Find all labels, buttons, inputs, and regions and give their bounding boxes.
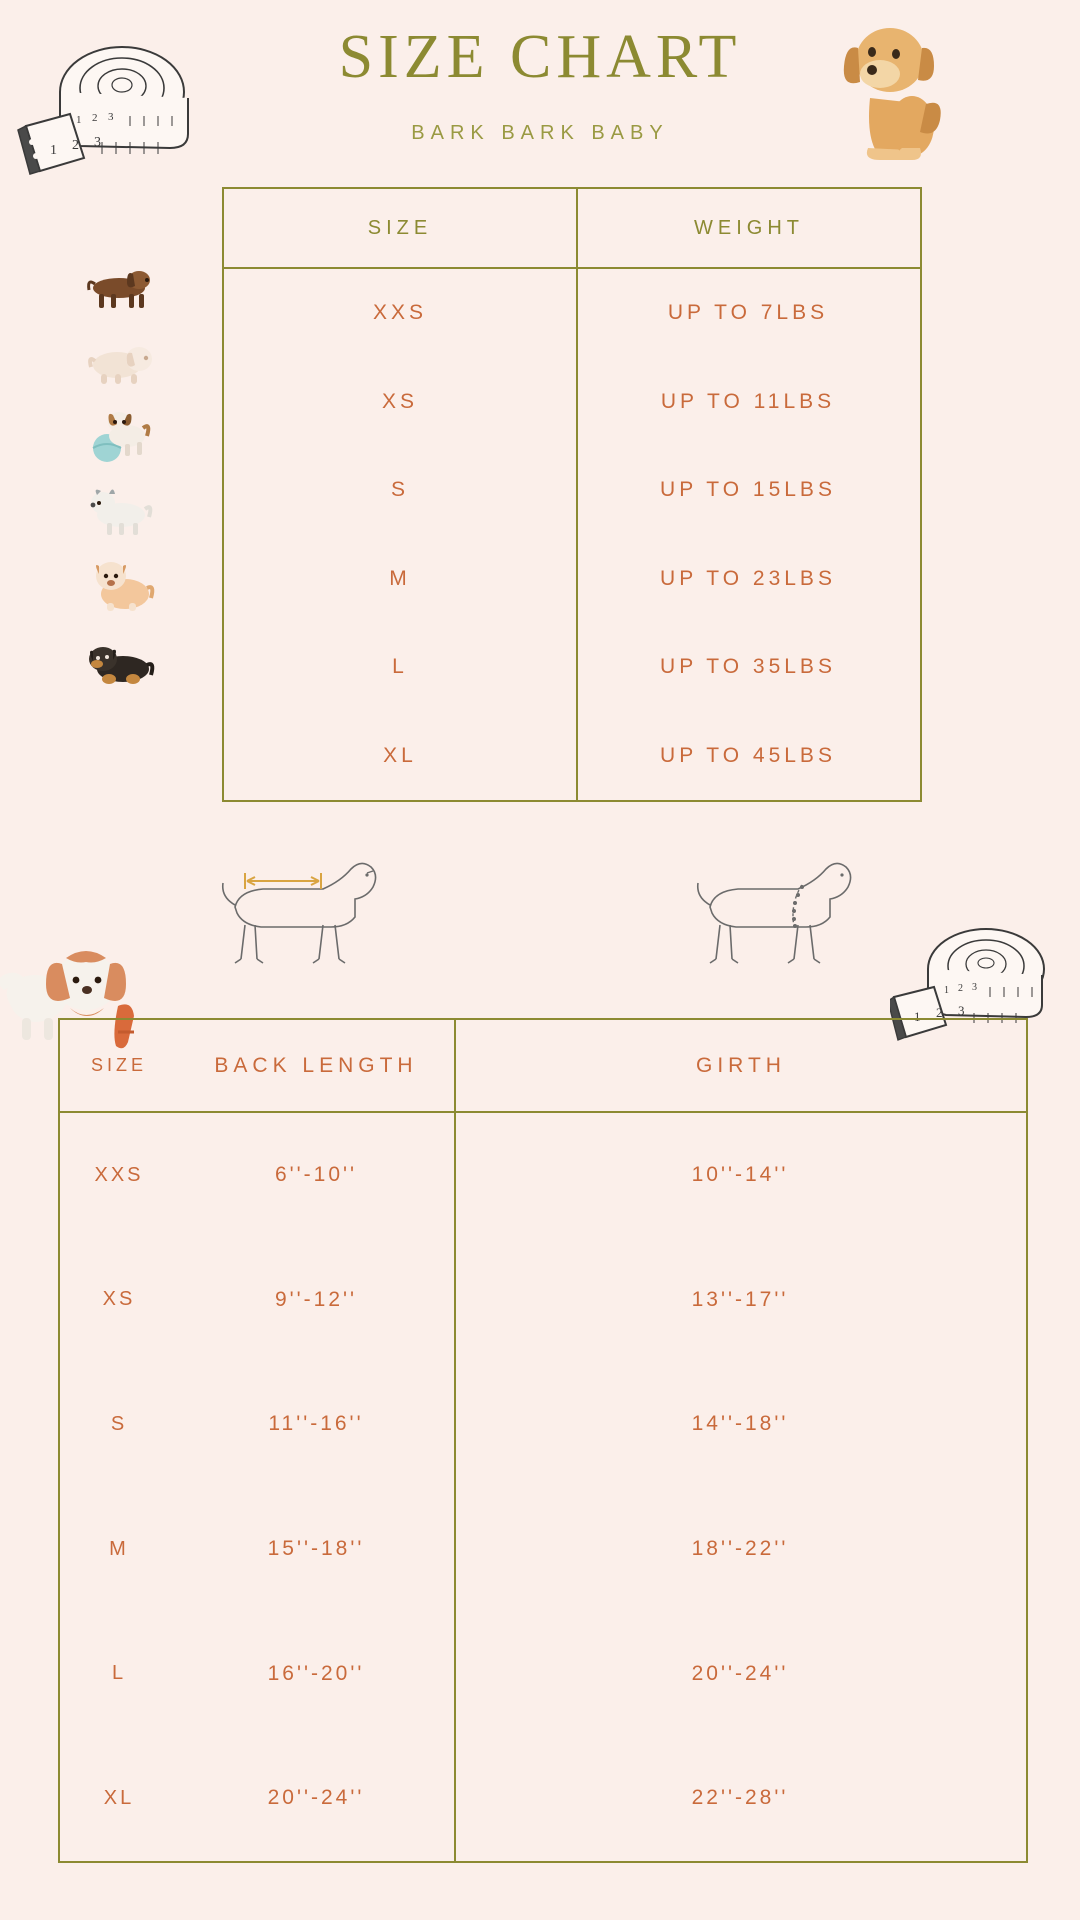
measurement-size-table xyxy=(58,1018,1028,1863)
weight-cell: UP TO 11LBS xyxy=(660,389,836,413)
size-cell: M xyxy=(109,1537,129,1560)
measurement-table-header-row xyxy=(60,1020,1026,1113)
girth-cell: 13''-17'' xyxy=(691,1287,789,1311)
rottweiler-icon xyxy=(85,631,157,689)
girth-cell: 22''-28'' xyxy=(691,1786,789,1810)
size-cell: XL xyxy=(103,1786,135,1809)
table-row xyxy=(60,1113,1026,1238)
jack-russell-with-ball-icon xyxy=(85,406,157,464)
weight-cell: UP TO 45LBS xyxy=(660,743,836,767)
measurement-table-body xyxy=(60,1113,1026,1861)
table-row xyxy=(60,1487,1026,1612)
table-row xyxy=(60,1736,1026,1861)
back-length-cell: 16''-20'' xyxy=(267,1661,365,1685)
svg-text:2: 2 xyxy=(936,1005,943,1020)
svg-text:2: 2 xyxy=(92,112,98,124)
measurement-table-header-girth: GIRTH xyxy=(454,1020,1026,1111)
size-cell: XL xyxy=(383,743,417,767)
girth-cell: 10''-14'' xyxy=(691,1163,789,1187)
measurement-table-column-divider xyxy=(454,1113,456,1861)
svg-text:3: 3 xyxy=(958,1003,965,1018)
weight-table-header-size: SIZE xyxy=(367,216,433,239)
back-length-cell: 6''-10'' xyxy=(274,1163,358,1187)
weight-cell: UP TO 15LBS xyxy=(660,478,836,502)
table-row xyxy=(224,535,920,624)
sitting-puppy-icon xyxy=(808,8,948,168)
svg-text:3: 3 xyxy=(972,982,977,993)
dog-girth-diagram-icon xyxy=(690,855,890,985)
size-cell: S xyxy=(110,1412,128,1435)
table-row xyxy=(60,1238,1026,1363)
table-row xyxy=(224,269,920,358)
dachshund-icon xyxy=(85,256,157,314)
weight-table-header-row xyxy=(224,189,920,269)
table-row xyxy=(224,712,920,801)
bull-terrier-icon xyxy=(85,481,157,539)
size-cell: S xyxy=(390,478,409,502)
measurement-table-header-back-length: BACK LENGTH xyxy=(214,1053,418,1077)
weight-table-body xyxy=(224,269,920,800)
table-row xyxy=(224,358,920,447)
table-row xyxy=(60,1362,1026,1487)
back-length-cell: 11''-16'' xyxy=(268,1412,364,1436)
page-title: SIZE CHART xyxy=(338,23,742,91)
svg-text:1: 1 xyxy=(76,114,82,126)
weight-cell: UP TO 7LBS xyxy=(667,301,829,325)
size-cell: L xyxy=(111,1662,127,1685)
back-length-cell: 20''-24'' xyxy=(267,1786,365,1810)
back-length-cell: 9''-12'' xyxy=(274,1287,358,1311)
svg-text:3: 3 xyxy=(94,135,101,150)
maltese-icon xyxy=(85,331,157,389)
table-row xyxy=(224,446,920,535)
weight-table-header-weight: WEIGHT xyxy=(576,189,920,267)
girth-cell: 18''-22'' xyxy=(691,1537,789,1561)
size-cell: XXS xyxy=(94,1163,144,1186)
bulldog-icon xyxy=(85,556,157,614)
svg-text:1: 1 xyxy=(50,143,57,158)
girth-cell: 14''-18'' xyxy=(691,1412,789,1436)
size-cell: XS xyxy=(102,1288,136,1311)
brand-subtitle: BARK BARK BABY xyxy=(411,122,669,144)
weight-cell: UP TO 35LBS xyxy=(660,655,836,679)
weight-table-column-divider xyxy=(576,269,578,800)
size-cell: L xyxy=(392,655,408,679)
size-cell: XS xyxy=(381,389,418,413)
size-cell: M xyxy=(389,566,411,590)
measuring-tape-icon xyxy=(10,30,210,175)
weight-size-table xyxy=(222,187,922,802)
svg-text:1: 1 xyxy=(944,985,949,996)
girth-cell: 20''-24'' xyxy=(691,1661,789,1685)
table-row xyxy=(60,1611,1026,1736)
size-cell: XXS xyxy=(372,301,428,325)
table-row xyxy=(224,623,920,712)
svg-text:3: 3 xyxy=(108,111,114,123)
svg-text:2: 2 xyxy=(958,983,963,994)
svg-text:2: 2 xyxy=(72,138,79,153)
back-length-cell: 15''-18'' xyxy=(267,1537,365,1561)
svg-text:1: 1 xyxy=(914,1009,921,1024)
weight-cell: UP TO 23LBS xyxy=(660,566,836,590)
measurement-table-header-size: SIZE xyxy=(90,1055,147,1075)
dog-back-length-diagram-icon xyxy=(215,855,415,985)
